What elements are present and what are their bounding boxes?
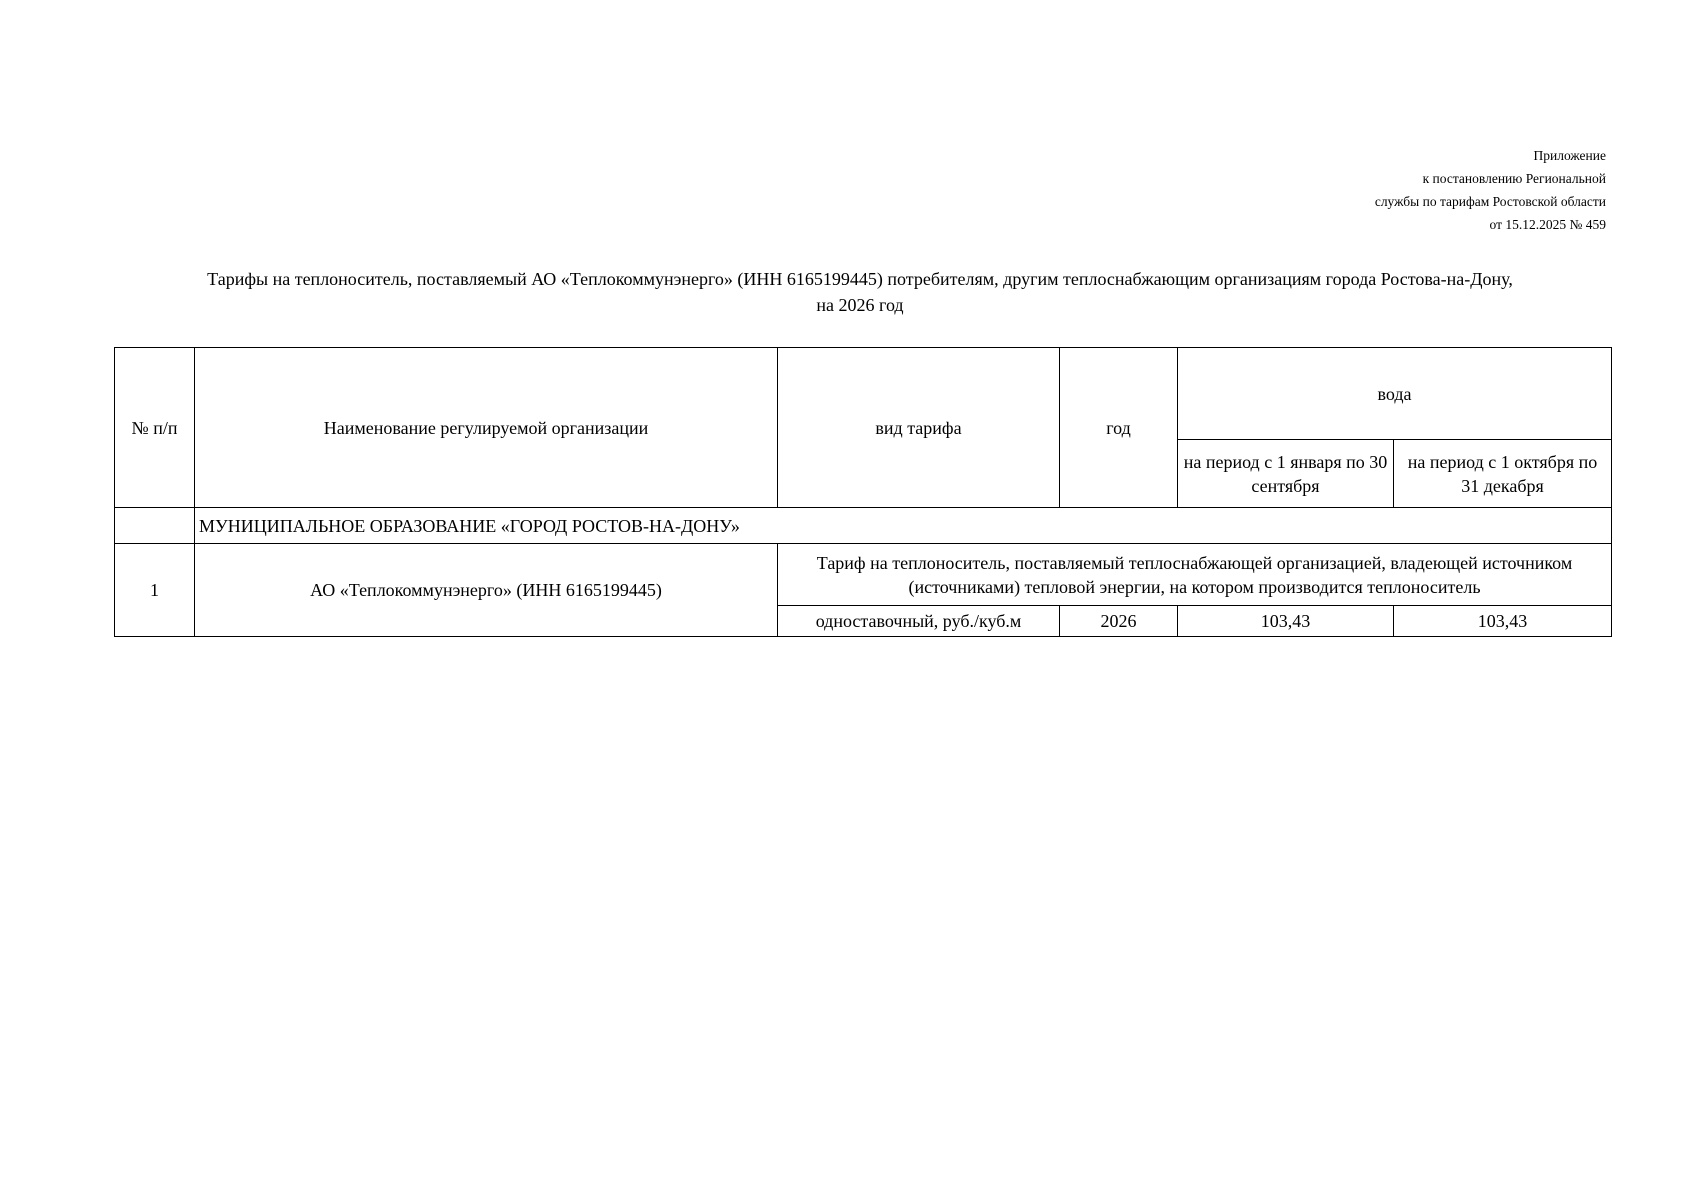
row-value-period-2: 103,43 [1394, 606, 1612, 637]
header-row-1 [115, 348, 1612, 440]
row-year: 2026 [1060, 606, 1178, 637]
header-period-1: на период с 1 января по 30 сентября [1178, 440, 1394, 508]
row-tariff-description: Тариф на теплоноситель, поставляемый теплоснабжающей организацией, владеющей источником (источниками) тепловой энергии, на котором производится теплоноситель [778, 544, 1612, 606]
appendix-date-number: от 15.12.2025 № 459 [1489, 217, 1606, 232]
section-municipality: МУНИЦИПАЛЬНОЕ ОБРАЗОВАНИЕ «ГОРОД РОСТОВ-НА-ДОНУ» [195, 508, 1612, 544]
header-water: вода [1178, 348, 1612, 440]
tariff-table [114, 347, 1612, 637]
appendix-header [1375, 144, 1606, 236]
section-row [115, 508, 1612, 544]
row-tariff-type: одноставочный, руб./куб.м [778, 606, 1060, 637]
header-number: № п/п [115, 348, 195, 508]
row-number: 1 [115, 544, 195, 637]
row-organization: АО «Теплокоммунэнерго» (ИНН 6165199445) [195, 544, 778, 637]
header-year: год [1060, 348, 1178, 508]
header-tariff-type: вид тарифа [778, 348, 1060, 508]
appendix-authority: службы по тарифам Ростовской области [1374, 194, 1606, 209]
appendix-label: Приложение [1533, 148, 1606, 163]
document-title [100, 266, 1620, 318]
appendix-resolution-ref: к постановлению Региональной [1422, 171, 1606, 186]
table-row [115, 544, 1612, 606]
row-value-period-1: 103,43 [1178, 606, 1394, 637]
title-line-2: на 2026 год [816, 295, 904, 315]
title-line-1: Тарифы на теплоноситель, поставляемый АО «Теплокоммунэнерго» (ИНН 6165199445) потребителям, другим теплоснабжающим организациям города Ростова-на-Дону, [207, 269, 1513, 289]
header-organization: Наименование регулируемой организации [195, 348, 778, 508]
section-number-cell [115, 508, 195, 544]
header-period-2: на период с 1 октября по 31 декабря [1394, 440, 1612, 508]
